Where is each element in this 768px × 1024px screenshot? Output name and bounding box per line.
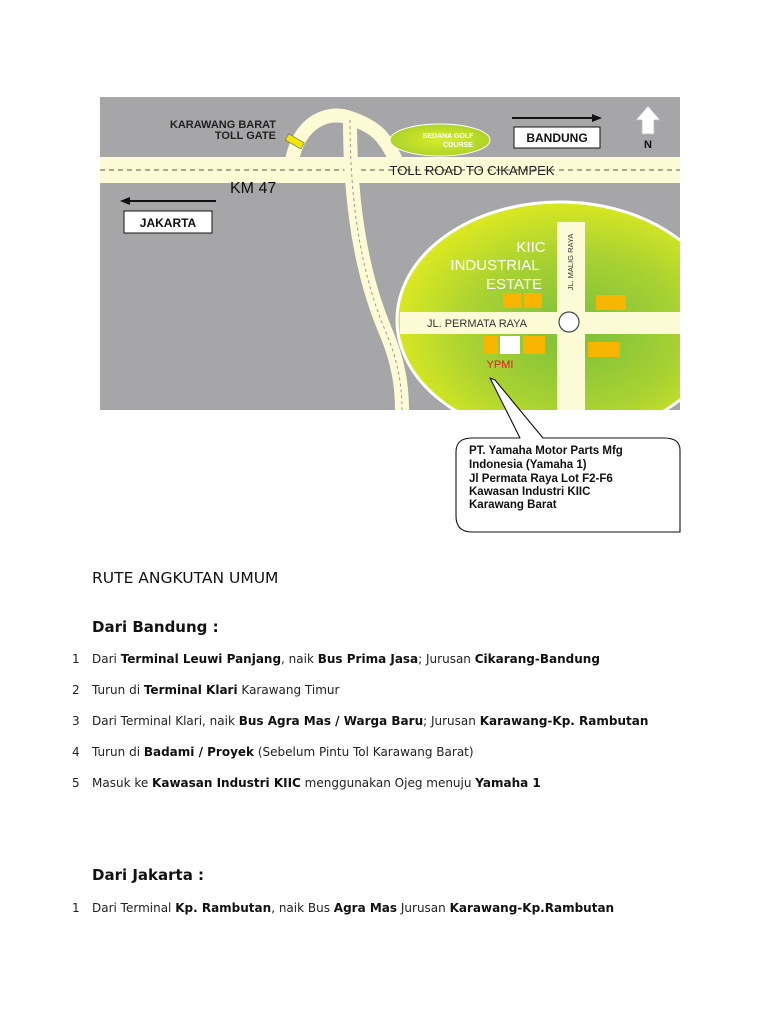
step-text-run: , naik bbox=[281, 652, 318, 666]
lot bbox=[596, 295, 626, 310]
step-text-bold: Karawang-Kp.Rambutan bbox=[449, 901, 615, 915]
step-number: 2 bbox=[72, 683, 80, 697]
callout-line-1: PT. Yamaha Motor Parts Mfg bbox=[469, 445, 623, 457]
north-label: N bbox=[644, 139, 652, 151]
roundabout bbox=[559, 312, 579, 332]
golf-label-2: COURSE bbox=[443, 142, 473, 149]
step-number: 5 bbox=[72, 776, 80, 790]
step-number: 4 bbox=[72, 745, 80, 759]
step-text-bold: Terminal Klari bbox=[143, 683, 238, 697]
step-text-bold: Badami / Proyek bbox=[143, 745, 255, 759]
step-text-bold: Agra Mas bbox=[333, 901, 398, 915]
step-text bbox=[92, 683, 339, 697]
lot bbox=[523, 336, 545, 354]
lot bbox=[484, 336, 498, 354]
step-text-run: menggunakan Ojeg menuju bbox=[300, 776, 476, 790]
estate-label-3: ESTATE bbox=[485, 276, 543, 293]
callout-line-3: Jl Permata Raya Lot F2-F6 bbox=[469, 473, 613, 485]
step-text-bold: Terminal Leuwi Panjang bbox=[120, 652, 282, 666]
step-text-run: Turun di bbox=[92, 683, 144, 697]
step-text-run: ; Jurusan bbox=[423, 714, 480, 728]
step-text-run: Masuk ke bbox=[92, 776, 153, 790]
toll-road-label: TOLL ROAD TO CIKAMPEK bbox=[389, 163, 555, 178]
estate-label-2: INDUSTRIAL bbox=[450, 257, 540, 274]
ypmi-label: YPMI bbox=[486, 359, 514, 371]
step-text bbox=[92, 776, 541, 790]
step-text-run: Karawang Timur bbox=[237, 683, 340, 697]
step-text-bold: Yamaha 1 bbox=[475, 776, 541, 790]
step-text-bold: Bus Agra Mas / Warga Baru bbox=[238, 714, 424, 728]
km-label: KM 47 bbox=[230, 180, 277, 197]
bandung-label: BANDUNG bbox=[526, 131, 588, 145]
step-text-run: Dari Terminal bbox=[92, 901, 176, 915]
estate-label-1: KIIC bbox=[516, 239, 546, 256]
step-text-run: Jurusan bbox=[397, 901, 450, 915]
step-text-bold: Kp. Rambutan bbox=[175, 901, 272, 915]
toll-gate-label-1: KARAWANG BARAT bbox=[169, 119, 276, 131]
toll-gate-label-2: TOLL GATE bbox=[214, 130, 276, 142]
step-text bbox=[92, 745, 474, 759]
callout-line-5: Karawang Barat bbox=[469, 499, 557, 511]
step-text-run: ; Jurusan bbox=[418, 652, 475, 666]
lot bbox=[588, 342, 620, 357]
step-number: 1 bbox=[72, 901, 80, 915]
step-number: 3 bbox=[72, 714, 80, 728]
step-text-bold: Kawasan Industri KIIC bbox=[152, 776, 301, 790]
step-text bbox=[92, 652, 600, 666]
step-text-bold: Bus Prima Jasa bbox=[317, 652, 419, 666]
step-text bbox=[92, 714, 648, 728]
permata-raya-label: JL. PERMATA RAYA bbox=[426, 318, 528, 330]
step-text-bold: Cikarang-Bandung bbox=[474, 652, 600, 666]
ypmi-lot bbox=[500, 336, 520, 354]
lot bbox=[503, 293, 521, 308]
step-text-bold: Karawang-Kp. Rambutan bbox=[479, 714, 649, 728]
malig-raya-label: JL. MALIG RAYA bbox=[566, 233, 575, 291]
jakarta-label: JAKARTA bbox=[139, 216, 197, 230]
step-text-run: Turun di bbox=[92, 745, 144, 759]
bandung-heading: Dari Bandung : bbox=[92, 618, 219, 636]
jakarta-heading: Dari Jakarta : bbox=[92, 866, 205, 884]
lot bbox=[524, 293, 542, 308]
step-text-run: (Sebelum Pintu Tol Karawang Barat) bbox=[254, 745, 474, 759]
callout-line-4: Kawasan Industri KIIC bbox=[469, 486, 591, 498]
step-text-run: , naik Bus bbox=[271, 901, 334, 915]
step-text-run: Dari Terminal Klari, naik bbox=[92, 714, 239, 728]
page-title: RUTE ANGKUTAN UMUM bbox=[92, 569, 279, 587]
step-text bbox=[92, 901, 614, 915]
step-text-run: Dari bbox=[92, 652, 121, 666]
golf-label-1: SEDANA GOLF bbox=[422, 133, 474, 140]
step-number: 1 bbox=[72, 652, 80, 666]
callout-line-2: Indonesia (Yamaha 1) bbox=[469, 459, 587, 471]
golf-course bbox=[390, 124, 490, 156]
